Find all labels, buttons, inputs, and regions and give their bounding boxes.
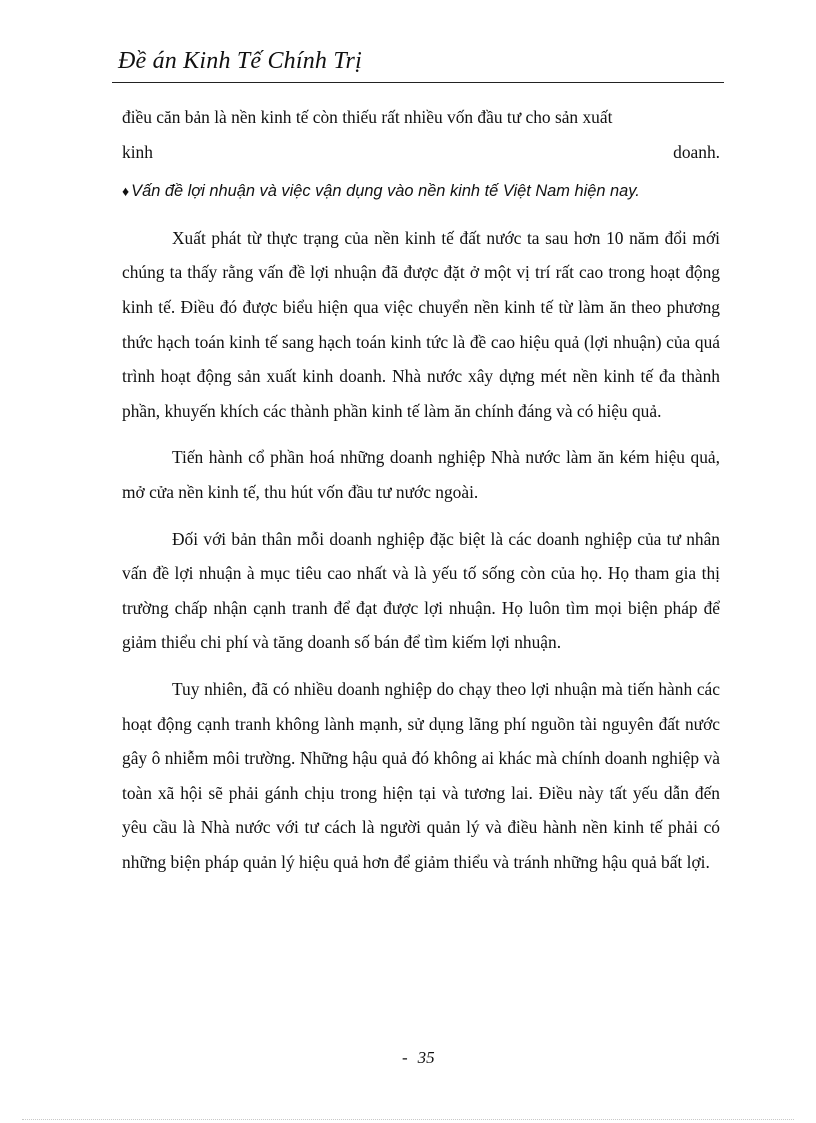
page-number (402, 1048, 435, 1068)
paragraph-5: Tuy nhiên, đã có nhiều doanh nghiệp do chạy theo lợi nhuận mà tiến hành các hoạt động cạnh tranh không lành mạnh, sử dụng lãng phí nguồn tài nguyên đất nước gây ô nhiễm môi trường. Những hậu quả đó không ai khác mà chính doanh nghiệp và toàn xã hội sẽ phải gánh chịu trong hiện tại và tương lai. Điều này tất yếu dẫn đến yêu cầu là Nhà nước với tư cách là người quản lý và điều hành nền kinh tế phải có những biện pháp quản lý hiệu quả hơn để giảm thiểu và tránh những hậu quả bất lợi. (122, 678, 720, 872)
paragraph-2: Xuất phát từ thực trạng của nền kinh tế đất nước ta sau hơn 10 năm đổi mới chúng ta thấy rằng vấn đề lợi nhuận đã được đặt ở một vị trí rất cao trong hoạt động kinh tế. Điều đó được biểu hiện qua việc chuyển nền kinh tế từ làm ăn theo phương thức hạch toán kinh tế sang hạch toán kinh tức là đề cao hiệu quả (lợi nhuận) của quá trình hoạt động sản xuất kinh doanh. Nhà nước xây dựng mét nền kinh tế đa thành phần, khuyến khích các thành phần kinh tế làm ăn chính đáng và có hiệu quả. (122, 227, 720, 421)
document-body (122, 100, 720, 879)
paragraph-3: Tiến hành cổ phần hoá những doanh nghiệp Nhà nước làm ăn kém hiệu quả, mở cửa nền kinh tế, thu hút vốn đầu tư nước ngoài. (122, 447, 720, 502)
footer-dotted-line (22, 1119, 794, 1120)
paragraph-4: Đối với bản thân mỗi doanh nghiệp đặc biệt là các doanh nghiệp của tư nhân vấn đề lợi nhuận à mục tiêu cao nhất và là yếu tố sống còn của họ. Họ tham gia thị trường chấp nhận cạnh tranh để đạt được lợi nhuận. Họ luôn tìm mọi biện pháp để giảm thiểu chi phí và tăng doanh số bán để tìm kiếm lợi nhuận. (122, 528, 720, 653)
paragraph-1-line-1: điều căn bản là nền kinh tế còn thiếu rất nhiều vốn đầu tư cho sản xuất (122, 107, 613, 127)
diamond-bullet-icon: ♦ (122, 183, 130, 200)
paragraph-1-line-2 (122, 135, 720, 170)
paragraph-1-word-left: kinh (122, 141, 153, 162)
section-heading-text: Vấn đề lợi nhuận và việc vận dụng vào nền kinh tế Việt Nam hiện nay. (131, 182, 640, 201)
header-title: Đề án Kinh Tế Chính Trị (118, 48, 362, 74)
section-heading (122, 174, 720, 209)
page-number-dash: - (402, 1048, 408, 1067)
paragraph-1-word-right: doanh. (673, 141, 720, 162)
page-number-value: 35 (417, 1048, 435, 1067)
header-divider (112, 82, 724, 83)
